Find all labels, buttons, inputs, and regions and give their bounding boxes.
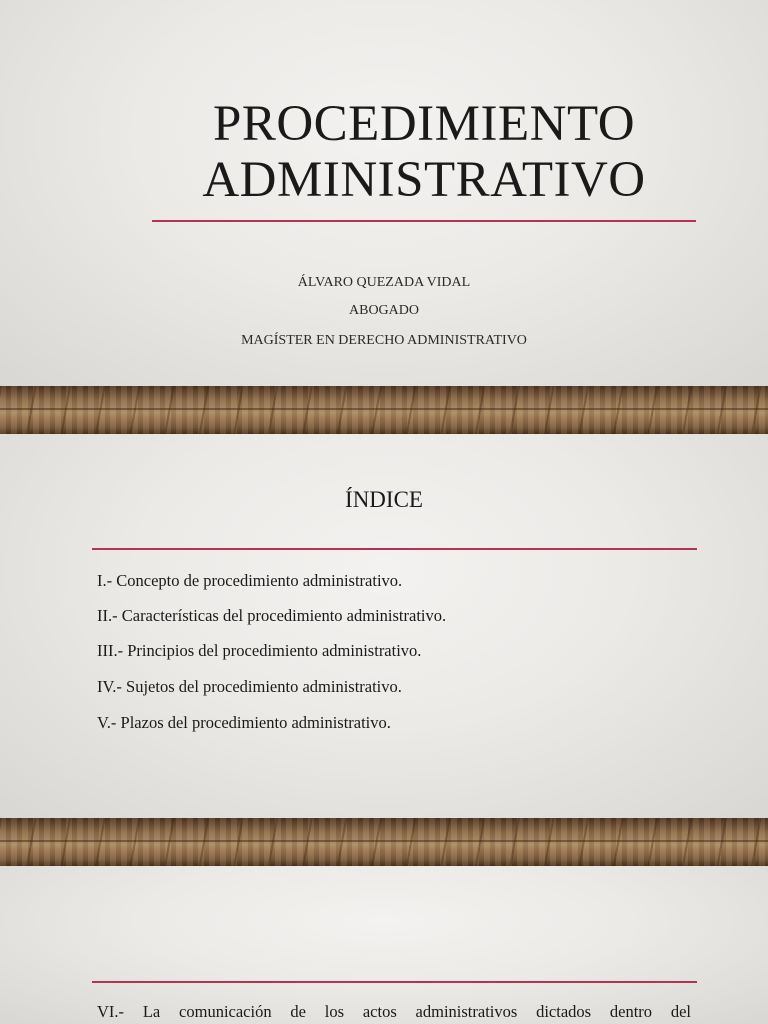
index-title: ÍNDICE bbox=[345, 487, 423, 512]
content-paragraph: VI.- La comunicación de los actos administrativos dictados dentro del bbox=[97, 1002, 691, 1021]
wood-floor-divider bbox=[0, 818, 768, 866]
wood-floor-divider bbox=[0, 386, 768, 434]
slide-index bbox=[0, 434, 768, 818]
content-divider bbox=[92, 981, 697, 983]
index-item-2: II.- Características del procedimiento administrativo. bbox=[97, 606, 447, 625]
title-line-1: PROCEDIMIENTO bbox=[212, 96, 636, 152]
author-role: ABOGADO bbox=[349, 303, 419, 318]
author-name: ÁLVARO QUEZADA VIDAL bbox=[297, 275, 471, 290]
title-divider bbox=[152, 220, 696, 222]
title-line-2: ADMINISTRATIVO bbox=[202, 152, 646, 208]
slide-content bbox=[0, 866, 768, 1024]
slide-title bbox=[0, 0, 768, 386]
index-item-3: III.- Principios del procedimiento administrativo. bbox=[97, 641, 422, 660]
index-divider bbox=[92, 548, 697, 550]
index-item-5: V.- Plazos del procedimiento administrativo. bbox=[97, 713, 391, 732]
index-item-4: IV.- Sujetos del procedimiento administrativo. bbox=[97, 677, 402, 696]
index-item-1: I.- Concepto de procedimiento administrativo. bbox=[97, 571, 403, 590]
author-degree: MAGÍSTER EN DERECHO ADMINISTRATIVO bbox=[241, 333, 527, 348]
